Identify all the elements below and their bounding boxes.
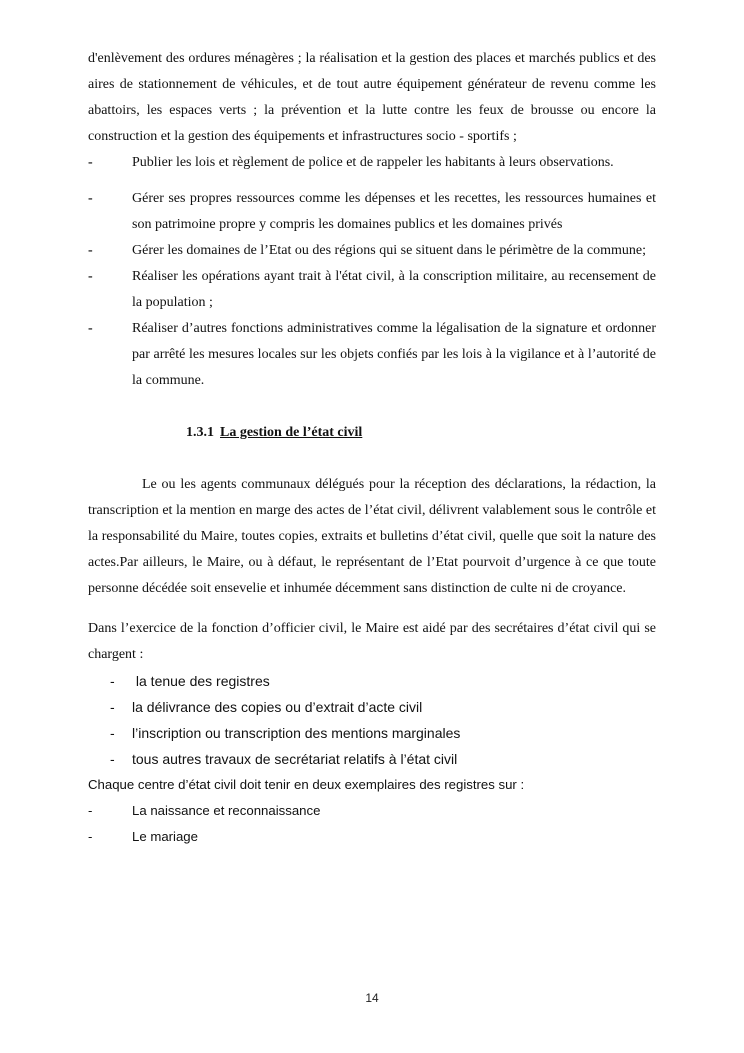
list-item-text: la délivrance des copies ou d’extrait d’acte civil <box>132 699 423 715</box>
dash-marker: - <box>88 829 93 844</box>
list-item-text: Gérer ses propres ressources comme les dépenses et les recettes, les ressources humaines et son patrimoine propre y compris les domaines publics et les domaines privés <box>132 191 656 232</box>
list-item-text: Le mariage <box>132 829 198 844</box>
section-title: La gestion de l’état civil <box>220 425 363 440</box>
list-item <box>110 746 656 772</box>
list-item <box>110 668 656 694</box>
list-item <box>88 238 656 264</box>
dash-marker: - <box>110 725 115 741</box>
list-item <box>88 824 656 850</box>
list-item-text: Publier les lois et règlement de police et de rappeler les habitants à leurs observations. <box>132 155 614 170</box>
list-item-text: la tenue des registres <box>132 673 270 689</box>
list-item-text: Gérer les domaines de l’Etat ou des régions qui se situent dans le périmètre de la commune; <box>132 243 646 258</box>
body-paragraph: Dans l’exercice de la fonction d’officier civil, le Maire est aidé par des secrétaires d’état civil qui se chargent : <box>88 621 656 662</box>
intro-paragraph: d'enlèvement des ordures ménagères ; la réalisation et la gestion des places et marchés publics et des aires de stationnement de véhicules, et de tout autre équipement générateur de revenu comme les abattoirs, les espaces verts ; la prévention et la lutte contre les feux de brousse ou encore la construction et la gestion des équipements et infrastructures socio - sportifs ; <box>88 51 656 144</box>
list-item <box>88 798 656 824</box>
list-item <box>88 264 656 316</box>
document-page <box>88 46 656 850</box>
list-item-text: La naissance et reconnaissance <box>132 803 321 818</box>
section-number: 1.3.1 <box>186 425 214 440</box>
body-paragraph: Chaque centre d’état civil doit tenir en deux exemplaires des registres sur : <box>88 777 525 792</box>
list-item <box>88 150 656 176</box>
dash-marker: - <box>110 673 115 689</box>
list-item-text: tous autres travaux de secrétariat relatifs à l’état civil <box>132 751 458 767</box>
dash-marker: - <box>110 751 115 767</box>
section-heading <box>88 420 656 446</box>
body-paragraph: Le ou les agents communaux délégués pour la réception des déclarations, la rédaction, la transcription et la mention en marge des actes de l’état civil, délivrent valablement sous le contrôle et la responsabilité du Maire, toutes copies, extraits et bulletins d’état civil, quelle que soit la nature des actes.Par ailleurs, le Maire, ou à défaut, le représentant de l’Etat pourvoit d’urgence à ce que toute personne décédée soit ensevelie et inhumée décemment sans distinction de culte ni de croyance. <box>88 477 656 596</box>
list-item <box>88 316 656 394</box>
dash-marker: - <box>88 321 93 336</box>
list-item-text: Réaliser d’autres fonctions administratives comme la légalisation de la signature et ordonner par arrêté les mesures locales sur les objets confiés par les lois à la vigilance et à l’autorité de la commune. <box>132 321 656 388</box>
list-item <box>110 694 656 720</box>
tasks-list <box>88 668 656 772</box>
dash-marker: - <box>88 155 93 170</box>
dash-marker: - <box>88 191 93 206</box>
list-item <box>110 720 656 746</box>
dash-marker: - <box>88 803 93 818</box>
list-item <box>88 186 656 238</box>
list-item-text: Réaliser les opérations ayant trait à l'état civil, à la conscription militaire, au recensement de la population ; <box>132 269 656 310</box>
dash-marker: - <box>88 269 93 284</box>
list-item-text: l’inscription ou transcription des mentions marginales <box>132 725 461 741</box>
dash-marker: - <box>110 699 115 715</box>
dash-marker: - <box>88 243 93 258</box>
page-number: 14 <box>365 991 379 1005</box>
